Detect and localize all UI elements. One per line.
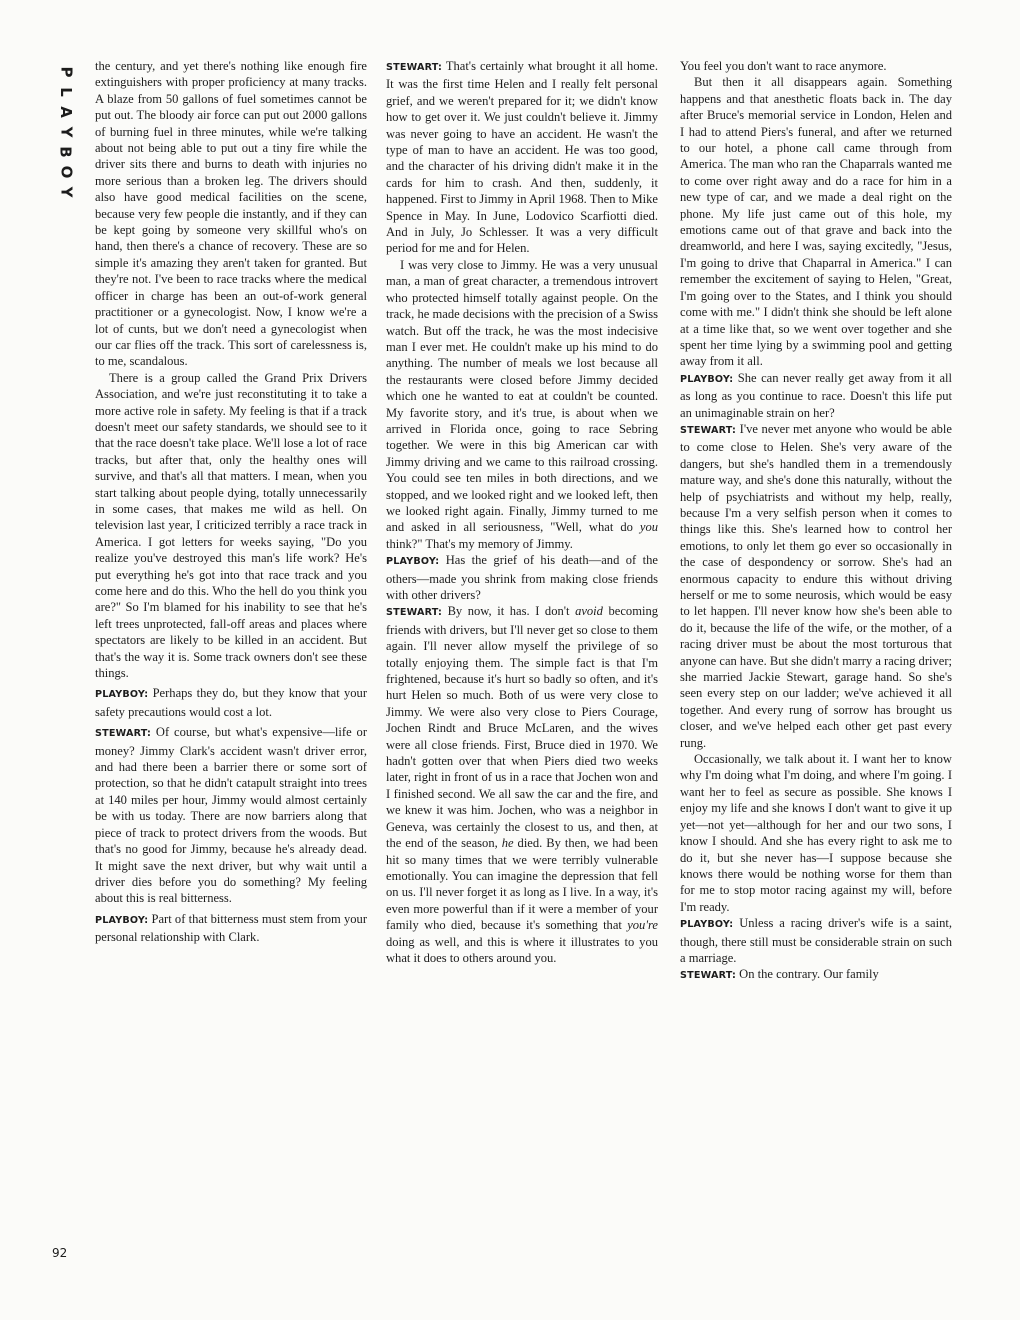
emphasis: avoid [575,604,603,619]
speaker-playboy: PLAYBOY: [95,689,149,701]
stewart-answer [680,966,952,984]
stewart-answer [386,603,658,966]
paragraph: Occasionally, we talk about it. I want her to know why I'm doing what I'm doing, and where I'm going. I want her to feel as secure as possible. She knows I enjoy my life and she knows I don't want to give it up yet—not yet—although for her and our two sons, I know I should. And she has every right to ask me to do it, but she never has—I suppose because she knows there would be nothing worse for them than for me to stop motor racing against my will, before I'm ready. [680,752,952,914]
page-number: 92 [52,1246,68,1260]
question-text: Has the grief of his death—and of the others—made you shrink from making close friends with other drivers? [386,553,658,602]
column-1 [95,58,367,946]
column-2 [386,58,658,966]
masthead-letter: Y [57,186,75,198]
playboy-question [680,915,952,966]
answer-text: Of course, but what's expensive—life or money? Jimmy Clark's accident wasn't driver error, and had there been a barrier there or some sort of protection, so that he didn't catapult straight into trees at 140 miles per hour, Jimmy would almost certainly be with us today. There are now barriers along that piece of track to protect drivers from the woods. But that's no good for Jimmy, because he's already dead. It might save the next driver, but why wait until a driver dies before you do something? My feeling about this is real bitterness. [95,725,367,906]
playboy-question [95,685,367,720]
speaker-stewart: STEWART: [95,728,151,740]
speaker-stewart: STEWART: [386,62,442,73]
masthead-letter: Y [57,126,75,138]
playboy-masthead [54,62,78,202]
text-run: becoming friends with drivers, but I'll never get so close to them again. I'll never allow myself the privilege of so totally enjoying them. The simple fact is that I'm frightened, because it's hurt so badly so often, and it's hurt Helen so much. Both of us were very close to Jimmy. We were also very close to Piers Courage, Jochen Rindt and Bruce McLaren, and the wives were all close friends. First, Bruce died in 1970. We hadn't gotten over that when Piers died two weeks later, right in front of us in a race that Jochen won and I finished second. We all saw the car and the fire, and we knew it was him. Jochen, who was a neighbor in Geneva, was certainly the closest to us, and then, at the end of the season, [386,604,658,851]
speaker-stewart: STEWART: [680,970,736,982]
masthead-letter: A [56,106,75,118]
question-text: She can never really get away from it all as long as you continue to race. Doesn't this life put an unimaginable strain on her? [680,370,952,420]
question-text: Part of that bitterness must stem from your personal relationship with Clark. [95,911,367,945]
answer-text: That's certainly what brought it all home. It was the first time Helen and I really felt personal grief, and we weren't prepared for it; we didn't know how to get over it. We just couldn't believe it. Jimmy was never going to have an accident. He wasn't the type of man to have an accident. He was too good, and the character of his driving didn't make it in the cards for him to crash. And then, suddenly, it happened. First to Jimmy in April 1968. Then to Mike Spence in May. In June, Lodovico Scarfiotti died. And in July, Jo Schlesser. It was a very difficult period for me and for Helen. [386,59,658,256]
column-3 [680,58,952,985]
masthead-letter: O [56,165,75,179]
question-text: Perhaps they do, but they know that your safety precautions would cost a lot. [95,686,367,719]
paragraph: You feel you don't want to race anymore. [680,59,887,73]
emphasis: he [501,836,514,851]
speaker-playboy: PLAYBOY: [386,556,440,568]
playboy-question [95,911,367,946]
paragraph: the century, and yet there's nothing like enough fire extinguishers with proper proficiency at many tracks. A blaze from 50 gallons of fuel sometimes cannot be put out. The bloody air force can put out 2000 gallons of burning fuel in three minutes, while we're talking about not being able to put out a tiny fire while the driver sits there and burns to death with injuries no more serious than a broken leg. The drivers should also have good medical facilities on the scene, because very few people die instantly, and if they can be kept going by someone very skillful who's on hand, then there's a chance of recovery. These are so simple it's amazing they aren't taken for granted. But they're not. I've been to race tracks where the medical officer in charge has been an out-of-work general practitioner or a gynecologist. Now, I know we're a lot of cunts, but we don't need a gynecologist when our car flies off the track. This sort of carelessness is, to me, scandalous. [95,59,367,369]
stewart-answer [680,421,952,751]
answer-text: On the contrary. Our family [739,967,879,982]
paragraph [386,257,658,552]
stewart-answer [95,724,367,906]
masthead-letter: L [57,87,75,97]
paragraph: But then it all disappears again. Something happens and that anesthetic floats back in. The day after Bruce's memorial service in London, Helen and I had to attend Piers's funeral, and after we returned to our hotel, a phone call came through from America. The man who ran the Chaparrals wanted me to come over right away and do a race for him in a new type of car, and we made a deal right on the phone. My life just came out of this hole, my emotions came out of that grave and back into the dreamworld, and here I was, saying excitedly, "Jesus, I'm going to drive that Chaparral in America." I can remember the excitement of saying to Helen, "Great, I'm going over to the States, and I think you should come with me." I didn't think she should be left alone at a time like that, so we went over together and she spent her time lying by a swimming pool and getting away from it all. [680,75,952,369]
text-run: I was very close to Jimmy. He was a very unusual man, a man of great character, a tremendous introvert who protected himself totally against people. On the track, he made decisions with the precision of a Swiss watch. But off the track, he was the most indecisive man I ever met. He couldn't make up his mind to do anything. The number of meals we lost because all the restaurants were closed before Jimmy decided which one he wanted to eat at couldn't be counted. My favorite story, and it's true, is about when we arrived in Florida once, going to race Sebring together. We were in this big American car with Jimmy driving and we came to this railroad crossing. You could see ten miles in both directions, and we stopped, and we looked right and we looked left, then we looked right again. Finally, Jimmy turned to me and asked in all seriousness, "Well, what do [386,257,658,535]
speaker-playboy: PLAYBOY: [680,919,734,931]
speaker-playboy: PLAYBOY: [680,373,734,385]
text-run: By now, it has. I don't [447,604,576,619]
question-text: Unless a racing driver's wife is a saint, though, there still must be considerable strain on such a marriage. [680,916,952,965]
stewart-answer [386,58,658,257]
playboy-question [680,370,952,421]
text-run: think?" That's my memory of Jimmy. [386,536,573,551]
speaker-playboy: PLAYBOY: [95,914,149,926]
emphasis: you [639,520,658,535]
answer-text: I've never met anyone who would be able to come close to Helen. She's very aware of the dangers, but she's handled them in a tremendously mature way, and she's done this naturally, without the help of psychiatrists and without my help, really, because I'm a very selfish person when it comes to things like this. She's learned how to control her emotions, to only let them go ever so occasionally in the case of despondency or sorrow. She's had an enormous capacity to endure this without driving herself or me to some neurosis, which would be easy to let happen. I'll never know how she's been able to do it, because the life of the wife, or the mother, of a racing driver must be about the most torturous that anyone can have. But she didn't marry a racing driver; she married Jackie Stewart, garage hand. So she's seen every step on our ladder; we've achieved it all together. And every rung of sorrow has brought us closer, and we've helped each other get past every rung. [680,421,952,750]
playboy-question [386,552,658,603]
emphasis: you're [627,918,658,933]
speaker-stewart: STEWART: [386,607,442,619]
text-run: doing as well, and this is where it illustrates to you what it does to others around you. [386,934,658,965]
text-run: died. By then, we had been hit so many times that we were terribly vulnerable emotionally. You can imagine the depression that fell on us. I'll never forget it as long as I live. In a way, it's even more powerful than if it were a member of your family who died, because it's something that [386,836,658,933]
paragraph: There is a group called the Grand Prix Drivers Association, and we're just reconstituting it to take a more active role in safety. My feeling is that if a track doesn't meet our safety standards, we should see to it that the race doesn't take place. We'll lose a lot of race tracks, but after that, only the healthy ones will survive, and that's all that matters. I mean, when you start talking about people dying, totally unnecessarily in some cases, that makes me wild as hell. On television last year, I criticized terribly a race track in America. I got letters for weeks saying, "Do you realize you've destroyed this man's life work? He's put everything he's got into that race track and you come here and do this. Who the hell do you think you are?" So I'm blamed for his inability to see that he's left trees unprotected, fall-off areas and places where spectators are likely to be killed in an accident. But that's the way it is. Some track owners don't see these things. [95,370,367,681]
masthead-letter: B [57,146,75,158]
speaker-stewart: STEWART: [680,424,736,436]
masthead-letter: P [57,66,75,78]
